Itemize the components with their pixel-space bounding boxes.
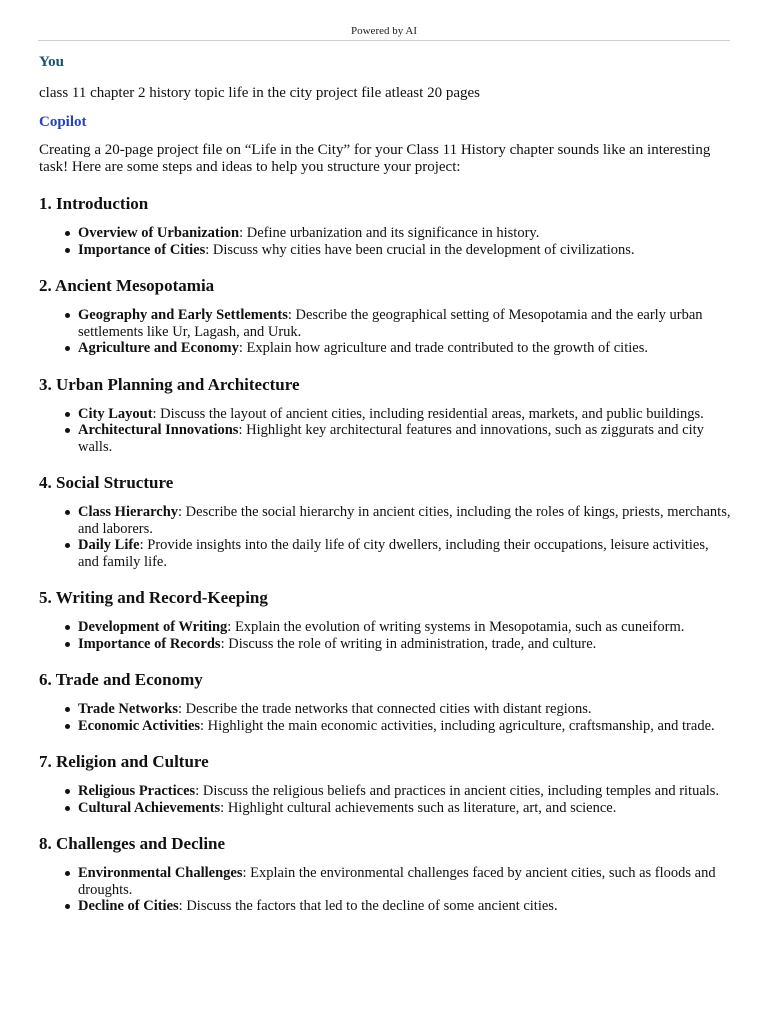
section-heading: 6. Trade and Economy [39,670,203,689]
list-item [78,225,732,242]
powered-by-header: Powered by AI [38,24,730,41]
list-item-text: : Describe the trade networks that connected cities with distant regions. [178,701,592,717]
list-item [78,340,732,357]
list-item-term: Importance of Records [78,635,221,652]
list-item [78,537,732,570]
list-item-text: : Describe the geographical setting of Mesopotamia and the early urban settlements like Ur, Lagash, and Uruk. [78,307,703,340]
section-heading: 3. Urban Planning and Architecture [39,374,300,394]
list-item [78,636,732,653]
section-bullet-list [39,225,732,258]
list-item-term: Geography and Early Settlements [78,307,288,323]
list-item-term: Overview of Urbanization [78,225,240,241]
section-bullet-list [39,619,732,652]
section-bullet-list [39,307,732,357]
list-item-text: : Highlight key architectural features and innovations, such as ziggurats and city walls. [78,422,704,455]
list-item-term: Architectural Innovations [78,422,239,438]
conversation [39,52,732,915]
section-heading: 8. Challenges and Decline [39,834,226,853]
list-item [78,504,732,537]
list-item-text: : Explain the evolution of writing systems in Mesopotamia, such as cuneiform. [227,619,685,635]
list-item-text: : Describe the social hierarchy in ancient cities, including the roles of kings, priests, merchants, and laborers. [78,504,731,537]
list-item-term: Development of Writing [78,619,228,635]
list-item-text: : Highlight cultural achievements such as literature, art, and science. [220,799,617,816]
section-bullet-list [39,406,732,456]
list-item [78,783,732,800]
list-item-term: Economic Activities [78,717,201,734]
list-item-term: Class Hierarchy [78,504,179,520]
list-item [78,718,732,735]
section-heading: 4. Social Structure [39,473,174,492]
list-item-term: Environmental Challenges [78,865,243,881]
user-message: class 11 chapter 2 history topic life in the city project file atleast 20 pages [39,85,480,101]
list-item [78,701,732,718]
list-item-term: Trade Networks [78,701,179,717]
section-heading: 5. Writing and Record-Keeping [39,588,268,607]
sections-list [39,193,732,915]
section-bullet-list [39,865,732,915]
list-item-term: Religious Practices [78,783,196,799]
list-item-term: Agriculture and Economy [78,340,239,356]
assistant-label: Copilot [39,114,87,130]
list-item-term: Daily Life [78,537,140,553]
section-bullet-list [39,701,732,734]
list-item-term: Cultural Achievements [78,799,221,816]
section-heading: 2. Ancient Mesopotamia [39,276,215,295]
list-item [78,406,732,423]
list-item-text: : Explain the environmental challenges faced by ancient cities, such as floods and droughts. [78,865,716,898]
section-heading: 7. Religion and Culture [39,752,209,771]
section-bullet-list [39,783,732,816]
list-item [78,422,732,455]
list-item [78,307,732,340]
list-item [78,865,732,898]
list-item-text: : Discuss why cities have been crucial in the development of civilizations. [205,241,635,258]
list-item-text: : Discuss the religious beliefs and practices in ancient cities, including temples and rituals. [195,783,720,799]
assistant-intro: Creating a 20-page project file on “Life in the City” for your Class 11 History chapter sounds like an interesting task! Here are some steps and ideas to help you structure your project: [39,142,711,175]
list-item-text: : Discuss the factors that led to the decline of some ancient cities. [178,898,558,914]
list-item-term: Decline of Cities [78,898,179,914]
list-item-text: : Discuss the layout of ancient cities, including residential areas, markets, and public buildings. [152,405,704,422]
list-item-text: : Provide insights into the daily life of city dwellers, including their occupations, leisure activities, and family life. [78,537,709,570]
list-item [78,619,732,636]
list-item-term: Importance of Cities [78,241,206,258]
list-item [78,800,732,817]
list-item-text: : Discuss the role of writing in administration, trade, and culture. [220,635,597,652]
list-item-text: : Define urbanization and its significance in history. [239,225,540,241]
section-bullet-list [39,504,732,570]
list-item-text: : Highlight the main economic activities, including agriculture, craftsmanship, and trade. [200,717,715,734]
list-item-text: : Explain how agriculture and trade contributed to the growth of cities. [238,340,648,356]
list-item-term: City Layout [78,405,153,422]
user-label: You [39,54,65,70]
list-item [78,242,732,259]
section-heading: 1. Introduction [39,194,149,213]
list-item [78,898,732,915]
